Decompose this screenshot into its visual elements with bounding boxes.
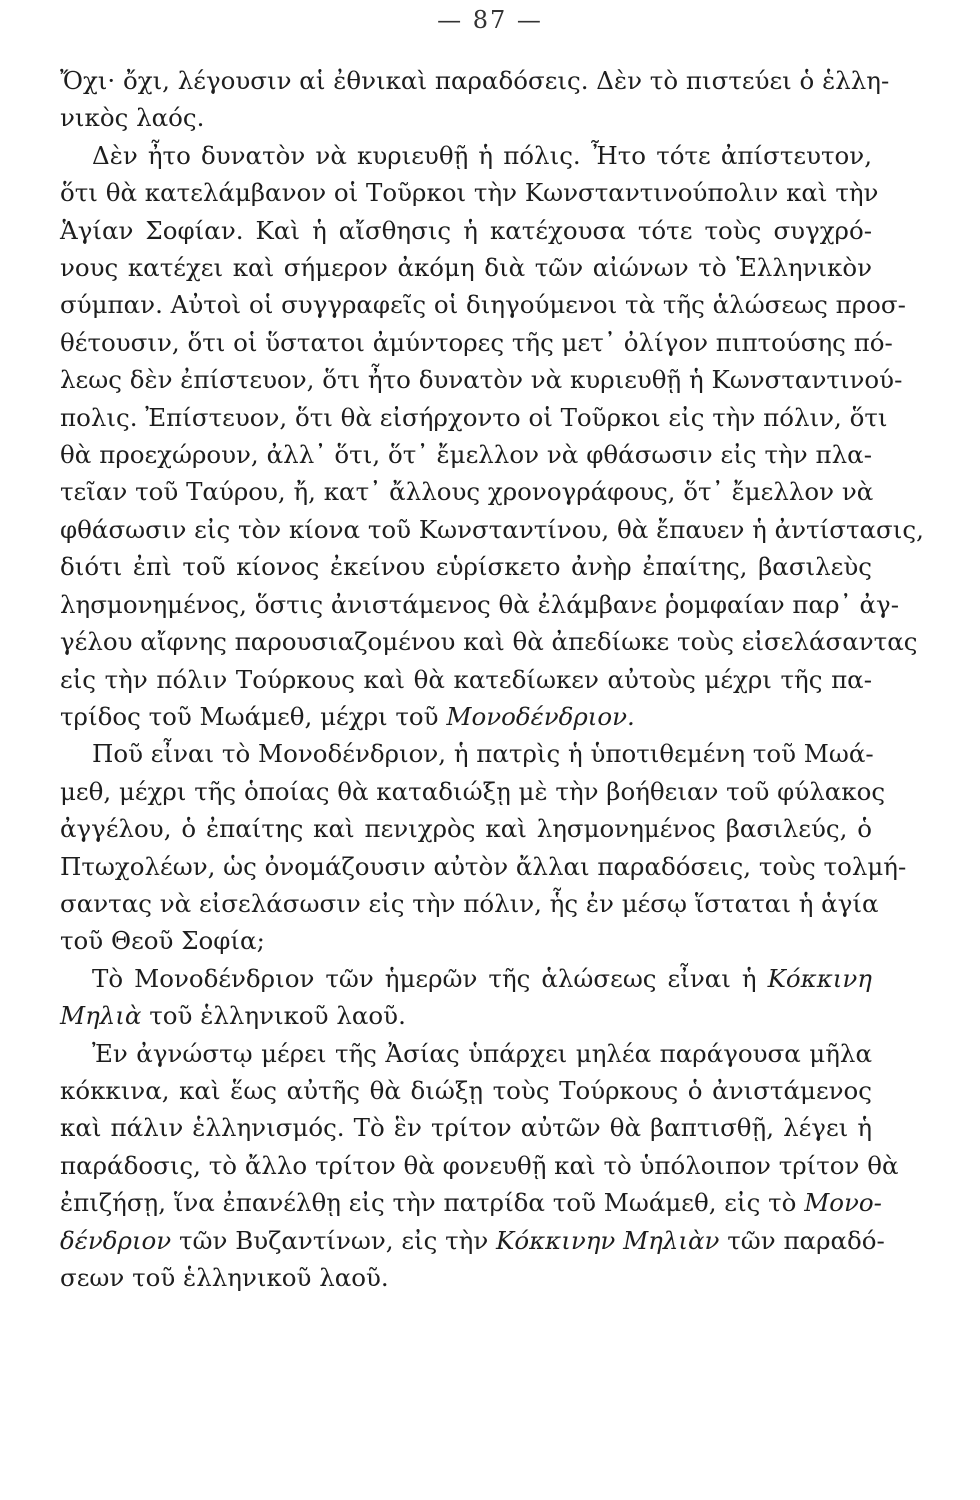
italic-text: Μονο-	[804, 1188, 882, 1218]
italic-text: δένδριον	[60, 1225, 172, 1255]
italic-text: Κόκκινη	[767, 963, 872, 993]
line-text: λεως δὲν ἐπίστευον, ὅτι ἦτο δυνατὸν νὰ κυριευθῇ ἡ Κωνσταντινού-	[60, 365, 903, 395]
text-line	[60, 511, 924, 548]
text-line	[60, 735, 872, 772]
line-text: γέλου αἴφνης παρουσιαζομένου καὶ θὰ ἀπεδίωκε τοὺς εἰσελάσαντας	[60, 627, 918, 657]
italic-text: Μονοδένδριον.	[446, 701, 635, 731]
text-line	[60, 885, 879, 922]
text-line	[60, 1072, 872, 1109]
line-text: πολις. Ἐπίστευον, ὅτι θὰ εἰσήρχοντο οἱ Τοῦρκοι εἰς τὴν πόλιν, ὅτι	[60, 402, 888, 432]
text-line	[60, 922, 872, 959]
text-line	[60, 62, 890, 99]
line-text: τοῦ ἑλληνικοῦ λαοῦ.	[141, 1001, 406, 1031]
page-number: — 87 —	[437, 6, 543, 34]
line-text: νικὸς λαός.	[60, 103, 205, 133]
text-line	[60, 848, 907, 885]
line-text: καὶ πάλιν ἑλληνισμός. Τὸ ἓν τρίτον αὐτῶν θὰ βαπτισθῇ, λέγει ἡ	[60, 1113, 872, 1143]
text-line	[60, 623, 918, 660]
text-line	[60, 1035, 872, 1072]
line-text: εἰς τὴν πόλιν Τούρκους καὶ θὰ κατεδίωκεν αὐτοὺς μέχρι τῆς πα-	[60, 664, 872, 694]
line-text: Τὸ Μονοδένδριον τῶν ἡμερῶν τῆς ἁλώσεως εἶναι ἡ	[92, 963, 768, 993]
line-text: διότι ἐπὶ τοῦ κίονος ἐκείνου εὑρίσκετο ἀνὴρ ἐπαίτης, βασιλεὺς	[60, 552, 872, 582]
line-text: θὰ προεχώρουν, ἀλλ᾽ ὅτι, ὅτ᾽ ἔμελλον νὰ φθάσωσιν εἰς τὴν πλα-	[60, 440, 872, 470]
line-text: λησμονημένος, ὅστις ἀνιστάμενος θὰ ἐλάμβανε ῥομφαίαν παρ᾽ ἀγ-	[60, 589, 899, 619]
line-text: Ποῦ εἶναι τὸ Μονοδένδριον, ἡ πατρὶς ἡ ὑποτιθεμένη τοῦ Μωά-	[92, 739, 874, 769]
text-line	[60, 586, 899, 623]
text-line	[60, 773, 886, 810]
text-line	[60, 212, 872, 249]
line-text: ὅτι θὰ κατελάμβανον οἱ Τοῦρκοι τὴν Κωνσταντινούπολιν καὶ τὴν	[60, 178, 879, 208]
text-line	[60, 1259, 872, 1296]
italic-text: Κόκκινην Μηλιὰν	[496, 1225, 720, 1255]
text-line	[60, 436, 872, 473]
text-line	[60, 997, 872, 1034]
text-line	[60, 174, 879, 211]
line-text: σεων τοῦ ἑλληνικοῦ λαοῦ.	[60, 1263, 389, 1292]
text-line	[60, 661, 872, 698]
line-text: Ἐν ἀγνώστῳ μέρει τῆς Ἀσίας ὑπάρχει μηλέα παράγουσα μῆλα	[92, 1038, 872, 1068]
text-line	[60, 1109, 872, 1146]
body-text	[60, 62, 924, 1296]
line-text: θέτουσιν, ὅτι οἱ ὕστατοι ἀμύντορες τῆς μετ᾽ ὀλίγον πιπτούσης πό-	[60, 327, 893, 357]
line-text: σύμπαν. Αὐτοὶ οἱ συγγραφεῖς οἱ διηγούμενοι τὰ τῆς ἁλώσεως προσ-	[60, 290, 906, 320]
line-text: παράδοσις, τὸ ἄλλο τρίτον θὰ φονευθῇ καὶ τὸ ὑπόλοιπον τρίτον θὰ	[60, 1150, 899, 1180]
line-text: σαντας νὰ εἰσελάσωσιν εἰς τὴν πόλιν, ἧς ἐν μέσῳ ἵσταται ἡ ἁγία	[60, 888, 879, 918]
line-text: Δὲν ἦτο δυνατὸν νὰ κυριευθῇ ἡ πόλις. Ἦτο τότε ἀπίστευτον,	[92, 140, 872, 170]
line-text: τεῖαν τοῦ Ταύρου, ἤ, κατ᾽ ἄλλους χρονογράφους, ὅτ᾽ ἔμελλον νὰ	[60, 477, 874, 507]
line-text: τῶν παραδό-	[719, 1225, 885, 1255]
text-line	[60, 324, 893, 361]
text-line	[60, 361, 903, 398]
line-text: Ἁγίαν Σοφίαν. Καὶ ἡ αἴσθησις ἡ κατέχουσα τότε τοὺς συγχρό-	[60, 215, 872, 245]
text-line	[60, 810, 872, 847]
line-text: τρίδος τοῦ Μωάμεθ, μέχρι τοῦ	[60, 701, 447, 731]
text-line	[60, 473, 872, 510]
text-line	[60, 249, 872, 286]
line-text: φθάσωσιν εἰς τὸν κίονα τοῦ Κωνσταντίνου, θὰ ἔπαυεν ἡ ἀντίστασις,	[60, 514, 924, 544]
text-line	[60, 286, 906, 323]
text-line	[60, 1184, 882, 1221]
line-text: ἐπιζήσῃ, ἵνα ἐπανέλθῃ εἰς τὴν πατρίδα τοῦ Μωάμεθ, εἰς τὸ	[60, 1188, 805, 1218]
line-text: τοῦ Θεοῦ Σοφία;	[60, 926, 265, 956]
line-text: κόκκινα, καὶ ἕως αὐτῆς θὰ διώξῃ τοὺς Τούρκους ὁ ἀνιστάμενος	[60, 1075, 872, 1105]
line-text: ἀγγέλου, ὁ ἐπαίτης καὶ πενιχρὸς καὶ λησμονημένος βασιλεύς, ὁ	[60, 814, 872, 844]
text-line	[60, 1147, 899, 1184]
text-line	[60, 960, 872, 997]
line-text: Ὄχι· ὄχι, λέγουσιν αἱ ἐθνικαὶ παραδόσεις. Δὲν τὸ πιστεύει ὁ ἑλλη-	[60, 66, 890, 95]
text-line	[60, 99, 872, 136]
text-line	[60, 399, 888, 436]
line-text: τῶν Βυζαντίνων, εἰς τὴν	[171, 1225, 497, 1255]
text-line	[60, 137, 872, 174]
text-line	[60, 698, 872, 735]
text-line	[60, 1222, 885, 1259]
line-text: νους κατέχει καὶ σήμερον ἀκόμη διὰ τῶν αἰώνων τὸ Ἑλληνικὸν	[60, 253, 872, 283]
line-text: Πτωχολέων, ὡς ὀνομάζουσιν αὐτὸν ἄλλαι παραδόσεις, τοὺς τολμή-	[60, 851, 907, 881]
line-text: μεθ, μέχρι τῆς ὁποίας θὰ καταδιώξῃ μὲ τὴν βοήθειαν τοῦ φύλακος	[60, 776, 886, 806]
text-line	[60, 548, 872, 585]
italic-text: Μηλιὰ	[60, 1001, 142, 1031]
